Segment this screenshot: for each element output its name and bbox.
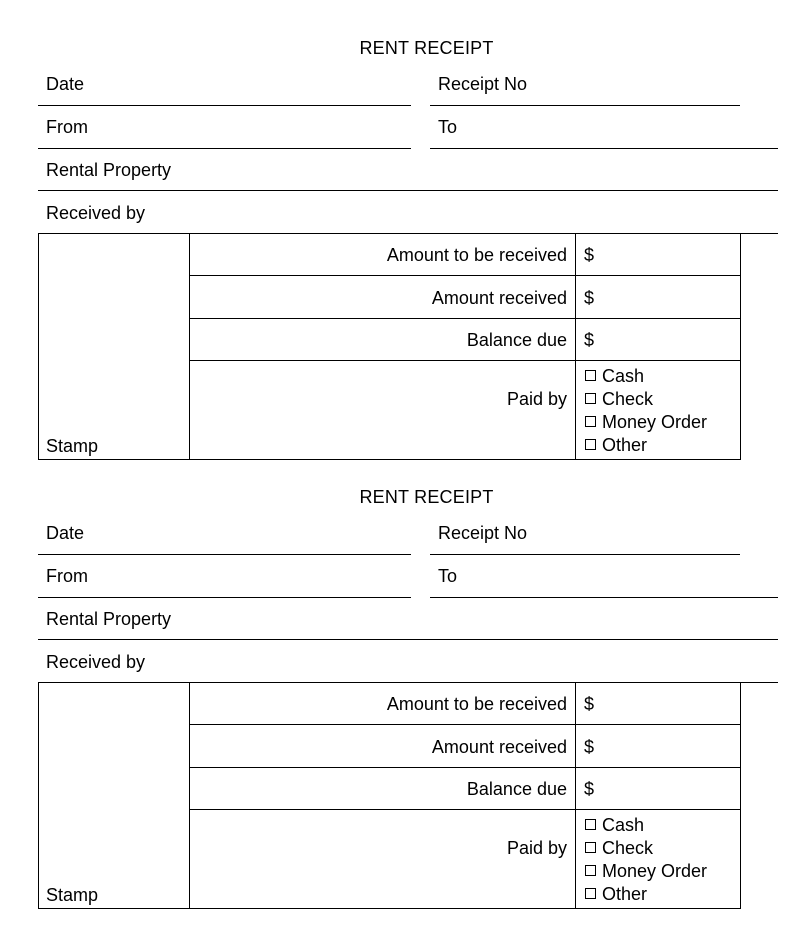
amount-received-currency[interactable]: $ [584,288,595,308]
amount-to-be-received-label: Amount to be received [386,245,567,265]
to-field-line[interactable] [430,597,778,598]
checkbox-icon[interactable] [585,393,596,404]
balance-due-currency[interactable]: $ [584,779,595,799]
row-divider [190,318,740,319]
received-by-label: Received by [46,203,146,223]
rental-property-field-line[interactable] [38,190,778,191]
amount-received-label: Amount received [431,737,567,757]
payment-option-cash[interactable] [585,366,644,387]
from-field-line[interactable] [38,597,411,598]
receipt-no-label: Receipt No [438,523,528,543]
from-label: From [46,566,88,586]
rental-property-field-line[interactable] [38,639,778,640]
receipt-no-field-line[interactable] [430,554,740,555]
payment-option-cash[interactable] [585,815,644,836]
amount-received-label: Amount received [431,288,567,308]
payment-option-money-order[interactable] [585,412,707,433]
payment-option-label: Cash [602,366,645,386]
receipt-no-field-line[interactable] [430,105,740,106]
to-label: To [438,117,458,137]
stamp-label: Stamp [46,885,99,905]
rental-property-label: Rental Property [46,160,172,180]
date-field-line[interactable] [38,554,411,555]
received-by-label: Received by [46,652,146,672]
receipt-title: RENT RECEIPT [359,487,494,507]
payment-option-label: Other [602,435,648,455]
to-field-line[interactable] [430,148,778,149]
receipt-no-label: Receipt No [438,74,528,94]
checkbox-icon[interactable] [585,819,596,830]
rent-receipt-2 [0,449,800,905]
checkbox-icon[interactable] [585,370,596,381]
amount-to-be-received-label: Amount to be received [386,694,567,714]
row-divider [190,724,740,725]
checkbox-icon[interactable] [585,842,596,853]
row-divider [190,275,740,276]
payment-option-other[interactable] [585,884,647,905]
payment-option-label: Cash [602,815,645,835]
checkbox-icon[interactable] [585,416,596,427]
amount-received-currency[interactable]: $ [584,737,595,757]
balance-due-label: Balance due [466,779,567,799]
row-divider [190,767,740,768]
receipt-title: RENT RECEIPT [359,38,494,58]
amount-to-be-received-currency[interactable]: $ [584,245,595,265]
received-by-field-line[interactable] [740,682,778,683]
payment-option-label: Check [602,838,654,858]
from-field-line[interactable] [38,148,411,149]
date-label: Date [46,74,85,94]
row-divider [190,360,740,361]
payment-option-label: Check [602,389,654,409]
row-divider [190,809,740,810]
payment-option-check[interactable] [585,389,653,410]
received-by-field-line[interactable] [740,233,778,234]
rental-property-label: Rental Property [46,609,172,629]
stamp-label: Stamp [46,436,99,456]
payment-option-check[interactable] [585,838,653,859]
payment-option-money-order[interactable] [585,861,707,882]
date-label: Date [46,523,85,543]
value-divider [575,233,576,460]
amount-to-be-received-currency[interactable]: $ [584,694,595,714]
payment-option-label: Money Order [602,861,708,881]
balance-due-label: Balance due [466,330,567,350]
to-label: To [438,566,458,586]
from-label: From [46,117,88,137]
value-divider [575,682,576,909]
date-field-line[interactable] [38,105,411,106]
checkbox-icon[interactable] [585,888,596,899]
payment-option-label: Money Order [602,412,708,432]
rent-receipt-1 [0,0,800,456]
paid-by-label: Paid by [506,838,567,858]
paid-by-label: Paid by [506,389,567,409]
balance-due-currency[interactable]: $ [584,330,595,350]
checkbox-icon[interactable] [585,865,596,876]
payment-option-label: Other [602,884,648,904]
